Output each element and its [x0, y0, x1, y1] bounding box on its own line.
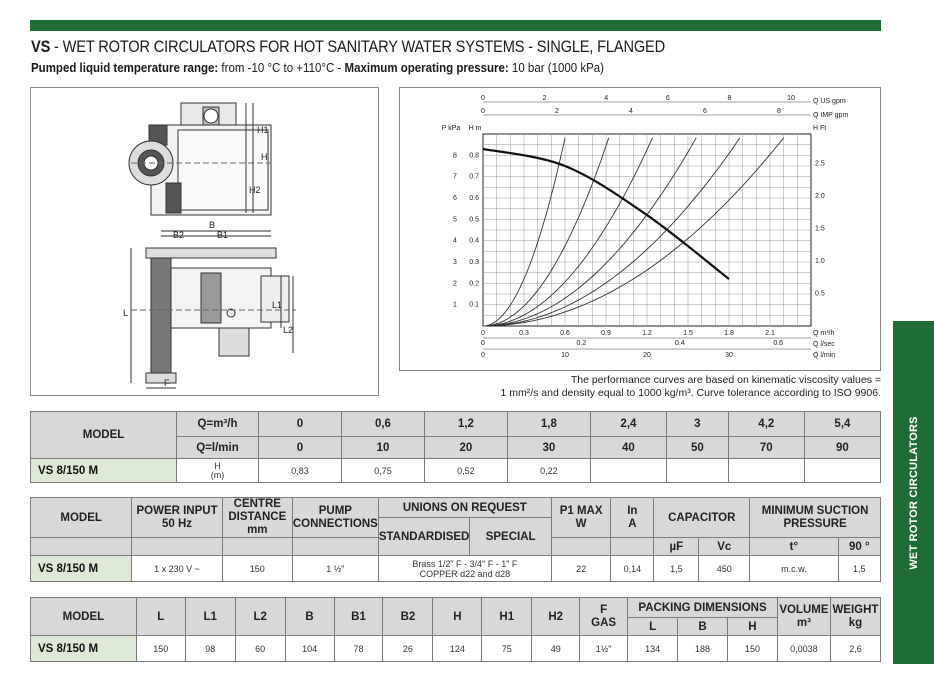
- special-header: SPECIAL: [470, 518, 552, 556]
- head-value: 0,75: [341, 459, 424, 483]
- curves-note: [470, 374, 881, 400]
- q-m3h-label: Q=m³/h: [177, 412, 259, 437]
- axis-label-kpa: P kPa: [441, 125, 461, 132]
- dim-label-f: F: [164, 378, 170, 388]
- p1-value: 22: [551, 556, 610, 582]
- head-value: [728, 459, 804, 483]
- in-value: 0,14: [611, 556, 654, 582]
- f-gas-header: [580, 598, 628, 636]
- tick-m3h: 2.1: [765, 330, 775, 337]
- dim-label-l1: L1: [272, 300, 283, 310]
- q-m3h-cell: 5,4: [804, 412, 880, 437]
- packing-l-value: 134: [628, 636, 678, 662]
- tick-imp-gpm: 0: [481, 108, 485, 115]
- head-value: [666, 459, 728, 483]
- head-value: 0,83: [259, 459, 342, 483]
- packing-h-value: 150: [727, 636, 777, 662]
- dim-value: 78: [334, 636, 383, 662]
- volume-header: [777, 598, 830, 636]
- volume-label: VOLUME: [779, 603, 829, 616]
- axis-label-imp-gpm: Q IMP gpm: [813, 112, 849, 119]
- head-value: 0,22: [507, 459, 590, 483]
- head-label: H: [214, 460, 221, 471]
- tick-m: 0.4: [469, 237, 479, 245]
- dim-label-l2: L2: [283, 325, 294, 335]
- spec-model-header: MODEL: [31, 498, 132, 538]
- dim-value: 26: [383, 636, 433, 662]
- note-line-1: The performance curves are based on kinematic viscosity values =: [570, 374, 881, 386]
- f-label: F: [600, 603, 608, 616]
- dim-value: 104: [285, 636, 334, 662]
- tick-imp-gpm: 6: [703, 108, 707, 115]
- pump-label: PUMP: [318, 504, 352, 517]
- head-label-cell: [177, 459, 259, 483]
- vc-header: Vc: [699, 538, 750, 556]
- p1max-label: P1 MAX: [559, 504, 603, 517]
- pump-dimension-drawing: [31, 88, 378, 395]
- f-value: 1½": [580, 636, 628, 662]
- axis-label-lmin: Q l/min: [813, 352, 836, 359]
- side-section-label: WET ROTOR CIRCULATORS: [907, 415, 920, 570]
- page-subtitle: [31, 61, 604, 75]
- tick-kpa: 6: [453, 195, 457, 202]
- axis-label-ls: Q l/sec: [813, 341, 835, 348]
- tick-m: 0.1: [469, 301, 479, 309]
- dim-value: 150: [136, 636, 185, 662]
- spec-model-name: VS 8/150 M: [31, 556, 132, 582]
- head-unit: (m): [210, 469, 225, 480]
- tick-lmin: 30: [725, 352, 733, 359]
- standardised-header: STANDARDISED: [378, 518, 470, 556]
- q-lmin-cell: 70: [728, 437, 804, 459]
- tick-m3h: 0.3: [519, 330, 529, 337]
- power-input-header: [132, 498, 222, 538]
- q-m3h-cell: 3: [666, 412, 728, 437]
- q-m3h-cell: 4,2: [728, 412, 804, 437]
- perf-model-name: VS 8/150 M: [31, 459, 177, 483]
- unions-value: [378, 556, 551, 582]
- tick-m3h: 0: [481, 330, 485, 337]
- t90-header: 90 °: [838, 538, 880, 556]
- tick-us-gpm: 10: [787, 95, 795, 102]
- a-label: A: [628, 517, 637, 530]
- tick-imp-gpm: 4: [629, 108, 633, 115]
- current-header: [611, 498, 654, 538]
- q-lmin-cell: 40: [590, 437, 666, 459]
- tick-ft: 0.5: [815, 290, 825, 298]
- note-line-2: 1 mm²/s and density equal to 1000 kg/m³. Curve tolerance according to ISO 9906.: [500, 387, 881, 399]
- q-lmin-cell: 30: [507, 437, 590, 459]
- tick-us-gpm: 8: [727, 95, 732, 102]
- weight-value: 2,6: [830, 636, 880, 662]
- tick-ls: 0.2: [576, 340, 587, 347]
- dim-col-header: B2: [383, 598, 433, 636]
- blank-header: [31, 538, 132, 556]
- tick-kpa: 3: [453, 259, 457, 266]
- pressure-value: 10 bar (1000 kPa): [508, 61, 605, 75]
- tick-imp-gpm: 2: [555, 108, 559, 115]
- volume-value: 0,0038: [777, 636, 830, 662]
- unions-line-2: COPPER d22 and d28: [419, 568, 511, 579]
- min-suction-header: [750, 498, 881, 538]
- dim-value: 60: [235, 636, 285, 662]
- axis-label-m3h: Q m³/h: [813, 330, 835, 337]
- connections-label: CONNECTIONS: [292, 517, 378, 530]
- tick-m3h: 1.5: [683, 330, 693, 337]
- packing-l-header: L: [628, 618, 678, 636]
- dim-value: 75: [482, 636, 532, 662]
- tick-lmin: 10: [561, 352, 569, 359]
- blank-header: [132, 538, 222, 556]
- dim-label-h2: H2: [249, 185, 261, 195]
- tick-kpa: 4: [453, 237, 457, 245]
- t-value: m.c.w.: [750, 556, 838, 582]
- packing-b-value: 188: [678, 636, 728, 662]
- dim-col-header: B1: [334, 598, 383, 636]
- dim-label-h: H: [261, 152, 268, 162]
- axis-label-m: H m: [468, 125, 482, 132]
- head-value: [590, 459, 666, 483]
- tick-kpa: 8: [453, 152, 457, 160]
- tick-us-gpm: 2: [542, 95, 547, 102]
- dim-label-h1: H1: [257, 125, 269, 135]
- in-label: In: [627, 504, 638, 517]
- tick-ft: 2.5: [815, 160, 825, 168]
- temp-range-value: from -10 °C to +110°C -: [218, 61, 345, 75]
- weight-header: [830, 598, 880, 636]
- m3-label: m³: [796, 616, 811, 629]
- top-green-bar: [30, 20, 881, 31]
- blank-header: [222, 538, 292, 556]
- dim-value: 124: [433, 636, 482, 662]
- unions-header: UNIONS ON REQUEST: [378, 498, 551, 518]
- performance-chart: [400, 88, 880, 370]
- dim-model-name: VS 8/150 M: [31, 636, 137, 662]
- blank-header: [611, 538, 654, 556]
- head-value: [804, 459, 880, 483]
- distance-label: DISTANCE: [228, 511, 287, 523]
- power-hz-label: 50 Hz: [162, 517, 193, 530]
- dimensions-table: [30, 597, 881, 662]
- dim-label-b: B: [209, 220, 216, 230]
- tick-us-gpm: 0: [481, 95, 485, 102]
- electrical-spec-table: [30, 497, 881, 582]
- uf-value: 1,5: [654, 556, 699, 582]
- tick-m: 0.6: [469, 195, 479, 202]
- packing-b-header: B: [678, 618, 728, 636]
- dim-label-b2: B2: [173, 230, 185, 240]
- tick-imp-gpm: 8: [777, 108, 781, 115]
- mm-label: mm: [247, 524, 268, 536]
- dim-value: 98: [185, 636, 235, 662]
- pressure-label-cell: PRESSURE: [783, 517, 847, 530]
- centre-value: 150: [222, 556, 292, 582]
- head-value: 0,52: [424, 459, 507, 483]
- side-section-tab: [893, 321, 934, 664]
- q-m3h-cell: 2,4: [590, 412, 666, 437]
- dim-col-header: H2: [532, 598, 580, 636]
- dim-col-header: H: [433, 598, 482, 636]
- tick-m3h: 1.8: [724, 330, 734, 337]
- performance-chart-panel: [399, 87, 881, 371]
- packing-header: PACKING DIMENSIONS: [628, 598, 778, 618]
- q-lmin-cell: 10: [341, 437, 424, 459]
- q-lmin-cell: 0: [259, 437, 342, 459]
- tick-lmin: 0: [481, 352, 485, 359]
- q-lmin-cell: 90: [804, 437, 880, 459]
- q-m3h-cell: 0: [259, 412, 342, 437]
- performance-table: [30, 411, 881, 483]
- tick-m3h: 0.6: [560, 330, 570, 337]
- centre-distance-header: [222, 498, 292, 538]
- blank-header: [292, 538, 378, 556]
- dim-label-b1: B1: [217, 230, 229, 240]
- tick-lmin: 20: [643, 352, 651, 359]
- power-input-label: POWER INPUT: [136, 504, 218, 517]
- dim-col-header: B: [285, 598, 334, 636]
- temp-range-label: Pumped liquid temperature range:: [31, 61, 219, 75]
- capacitor-header: CAPACITOR: [654, 498, 750, 538]
- unions-line-1: Brass 1/2" F - 3/4" F - 1" F: [412, 558, 518, 569]
- perf-model-header: MODEL: [31, 412, 177, 459]
- tick-kpa: 1: [453, 301, 457, 309]
- tick-ls: 0: [481, 340, 485, 347]
- axis-label-us-gpm: Q US gpm: [813, 98, 846, 105]
- weight-label: WEIGHT: [832, 603, 879, 616]
- page-title: [31, 37, 665, 57]
- pressure-label: Maximum operating pressure:: [344, 61, 509, 75]
- tick-ls: 0.6: [773, 340, 784, 347]
- kg-label: kg: [848, 616, 863, 629]
- tick-ft: 2.0: [815, 192, 825, 200]
- tick-ft: 1.0: [815, 257, 825, 265]
- dim-label-l: L: [123, 308, 129, 318]
- connections-value: 1 ½": [292, 556, 378, 582]
- blank-header: [551, 538, 610, 556]
- tick-m3h: 0.9: [601, 330, 611, 337]
- axis-label-ft: H Ft: [813, 125, 827, 132]
- tick-m: 0.3: [469, 259, 479, 266]
- dim-col-header: L: [136, 598, 185, 636]
- chart-grid: [483, 102, 811, 349]
- tick-kpa: 5: [453, 216, 457, 224]
- q-lmin-cell: 50: [666, 437, 728, 459]
- dim-value: 49: [532, 636, 580, 662]
- dim-col-header: H1: [482, 598, 532, 636]
- min-suction-label: MINIMUM SUCTION: [761, 504, 869, 517]
- vc-value: 450: [699, 556, 750, 582]
- uf-header: µF: [654, 538, 699, 556]
- q-lmin-cell: 20: [424, 437, 507, 459]
- q-m3h-cell: 0,6: [341, 412, 424, 437]
- tick-m: 0.5: [469, 216, 479, 224]
- tick-m: 0.2: [469, 280, 479, 288]
- tick-kpa: 7: [453, 173, 457, 181]
- dim-col-header: L2: [235, 598, 285, 636]
- pump-connections-header: [292, 498, 378, 538]
- w-label: W: [575, 517, 587, 530]
- t-header: t°: [750, 538, 838, 556]
- dim-col-header: L1: [185, 598, 235, 636]
- tick-us-gpm: 4: [604, 95, 609, 102]
- tick-us-gpm: 6: [665, 95, 670, 102]
- dimension-drawing-panel: [30, 87, 379, 396]
- packing-h-header: H: [727, 618, 777, 636]
- gas-label: GAS: [591, 616, 617, 629]
- q-m3h-cell: 1,8: [507, 412, 590, 437]
- centre-label: CENTRE: [233, 498, 281, 510]
- tick-kpa: 2: [453, 280, 457, 288]
- tick-ls: 0.4: [674, 340, 685, 347]
- series-code: VS: [31, 37, 51, 56]
- dim-model-header: MODEL: [31, 598, 137, 636]
- title-text: - WET ROTOR CIRCULATORS FOR HOT SANITARY WATER SYSTEMS - SINGLE, FLANGED: [50, 37, 666, 56]
- tick-m: 0.8: [469, 152, 479, 160]
- tick-m: 0.7: [469, 173, 479, 181]
- tick-m3h: 1.2: [642, 330, 652, 337]
- t90-value: 1,5: [838, 556, 880, 582]
- p1max-header: [551, 498, 610, 538]
- q-m3h-cell: 1,2: [424, 412, 507, 437]
- power-value: 1 x 230 V ~: [132, 556, 222, 582]
- q-lmin-label: Q=l/min: [177, 437, 259, 459]
- tick-ft: 1.5: [815, 225, 825, 233]
